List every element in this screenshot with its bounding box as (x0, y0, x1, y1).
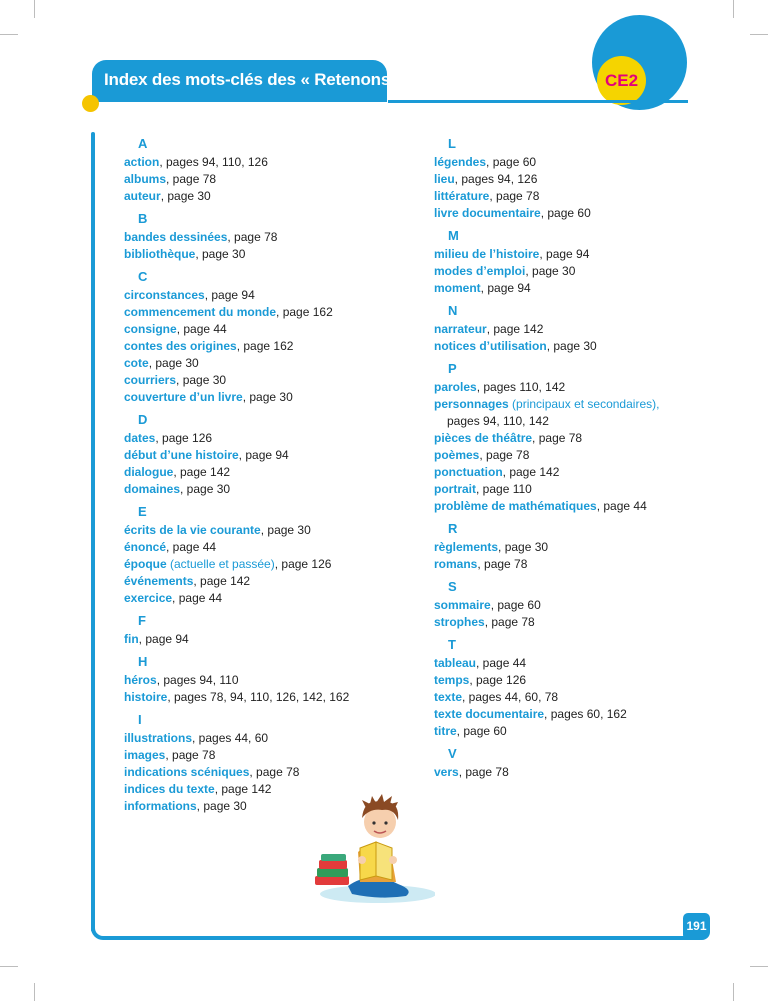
index-entry (124, 246, 424, 263)
index-entry (434, 464, 734, 481)
index-entry (124, 747, 424, 764)
index-pages: , page 44 (172, 591, 223, 605)
crop-mark (34, 983, 35, 1001)
index-pages: , page 44 (596, 499, 647, 513)
index-entry (124, 321, 424, 338)
index-entry (434, 614, 734, 631)
crop-mark (0, 966, 18, 967)
index-keyword: contes des origines (124, 339, 237, 353)
index-pages-continued: pages 94, 110, 142 (447, 414, 549, 428)
index-keyword: légendes (434, 155, 487, 169)
page-title: Index des mots-clés des « Retenons » (104, 70, 404, 89)
index-pages: , page 142 (193, 574, 251, 588)
index-letter: A (138, 136, 148, 151)
index-pages: , page 30 (196, 799, 247, 813)
index-pages: , page 60 (490, 598, 541, 612)
index-entry (434, 171, 734, 188)
index-entry (434, 689, 734, 706)
index-entry (434, 723, 734, 740)
index-keyword: romans (434, 557, 478, 571)
index-keyword: vers (434, 765, 459, 779)
header-rule (388, 100, 688, 103)
index-entry (124, 171, 424, 188)
index-pages: , page 44 (166, 540, 217, 554)
index-keyword: énoncé (124, 540, 167, 554)
index-entry (124, 447, 424, 464)
index-keyword: poèmes (434, 448, 480, 462)
index-pages: , page 30 (525, 264, 576, 278)
index-pages: , page 60 (486, 155, 537, 169)
index-pages: , page 30 (176, 373, 227, 387)
index-keyword: illustrations (124, 731, 193, 745)
index-letter: F (138, 613, 146, 628)
index-keyword: livre documentaire (434, 206, 541, 220)
index-keyword: albums (124, 172, 167, 186)
index-entry (124, 573, 424, 590)
index-keyword: événements (124, 574, 194, 588)
index-pages: , pages 78, 94, 110, 126, 142, 162 (167, 690, 350, 704)
index-keyword: héros (124, 673, 157, 687)
index-keyword: indications scéniques (124, 765, 250, 779)
index-entry (124, 154, 424, 171)
index-letter: B (138, 211, 148, 226)
index-entry (124, 631, 424, 648)
index-keyword: fin (124, 632, 139, 646)
index-pages: , page 30 (260, 523, 311, 537)
index-entry (124, 389, 424, 406)
index-keyword: paroles (434, 380, 477, 394)
index-keyword: auteur (124, 189, 161, 203)
index-entry (124, 672, 424, 689)
index-pages: , page 126 (469, 673, 527, 687)
index-letter: D (138, 412, 148, 427)
index-pages: , page 94 (238, 448, 289, 462)
index-entry (434, 597, 734, 614)
index-keyword: début d’une histoire (124, 448, 239, 462)
index-keyword: sommaire (434, 598, 491, 612)
index-pages: , page 78 (479, 448, 530, 462)
index-keyword: portrait (434, 482, 476, 496)
index-keyword: moment (434, 281, 481, 295)
index-keyword: règlements (434, 540, 499, 554)
index-pages: , page 126 (274, 557, 332, 571)
index-keyword: bibliothèque (124, 247, 196, 261)
index-pages: , page 110 (476, 482, 532, 496)
index-entry (434, 188, 734, 205)
level-label: CE2 (604, 71, 639, 90)
index-letter: N (448, 303, 458, 318)
index-pages: , page 94 (480, 281, 531, 295)
index-letter: R (448, 521, 458, 536)
index-column-left (124, 130, 424, 815)
index-pages: , page 78 (489, 189, 540, 203)
index-entry (124, 287, 424, 304)
index-pages: , page 30 (498, 540, 549, 554)
index-entry (124, 464, 424, 481)
crop-mark (34, 0, 35, 18)
index-pages: , page 30 (160, 189, 211, 203)
index-entry (124, 764, 424, 781)
index-entry (434, 321, 734, 338)
page-frame-left (91, 132, 95, 932)
crop-mark (733, 983, 734, 1001)
index-keyword: commencement du monde (124, 305, 277, 319)
index-letter: C (138, 269, 148, 284)
index-entry (434, 764, 734, 781)
index-pages: , page 94 (138, 632, 189, 646)
index-entry (434, 430, 734, 447)
index-entry (124, 590, 424, 607)
index-entry (124, 229, 424, 246)
index-entry (434, 246, 734, 263)
index-keyword: images (124, 748, 166, 762)
index-keyword: cote (124, 356, 149, 370)
index-entry (124, 522, 424, 539)
index-entry (434, 481, 734, 498)
decor-dot (82, 95, 99, 112)
index-entry (124, 304, 424, 321)
index-letter: I (138, 712, 142, 727)
index-keyword: indices du texte (124, 782, 215, 796)
index-keyword: narrateur (434, 322, 487, 336)
index-keyword: histoire (124, 690, 168, 704)
index-pages: , page 94 (539, 247, 590, 261)
index-entry (124, 730, 424, 747)
index-note: (principaux et secondaires), (508, 397, 660, 411)
index-pages: , page 78 (227, 230, 278, 244)
index-pages: , pages 110, 142 (476, 380, 566, 394)
index-entry (434, 338, 734, 355)
index-entry (124, 188, 424, 205)
index-entry (124, 430, 424, 447)
reading-child-illustration (310, 790, 435, 905)
index-entry (434, 539, 734, 556)
index-pages: , page 142 (486, 322, 544, 336)
index-pages: , page 142 (173, 465, 231, 479)
index-keyword: exercice (124, 591, 173, 605)
index-keyword: texte documentaire (434, 707, 545, 721)
index-pages: , page 142 (502, 465, 560, 479)
index-entry (434, 498, 734, 515)
index-pages: , pages 44, 60, 78 (462, 690, 559, 704)
index-pages: , page 78 (165, 748, 216, 762)
index-entry (434, 280, 734, 297)
index-pages: , pages 60, 162 (544, 707, 627, 721)
index-letter: E (138, 504, 147, 519)
index-pages: , page 78 (249, 765, 300, 779)
index-letter: V (448, 746, 457, 761)
crop-mark (0, 34, 18, 35)
index-pages: , page 30 (546, 339, 597, 353)
index-keyword: action (124, 155, 160, 169)
index-letter: H (138, 654, 148, 669)
index-keyword: dialogue (124, 465, 174, 479)
index-pages: , page 30 (148, 356, 199, 370)
index-entry (124, 338, 424, 355)
index-keyword: temps (434, 673, 470, 687)
index-entry (124, 481, 424, 498)
index-keyword: lieu (434, 172, 455, 186)
index-pages: , page 30 (195, 247, 246, 261)
index-entry (124, 372, 424, 389)
index-entry (124, 556, 424, 573)
index-letter: S (448, 579, 457, 594)
index-entry (124, 355, 424, 372)
index-entry (434, 655, 734, 672)
index-pages: , page 30 (180, 482, 231, 496)
index-keyword: titre (434, 724, 457, 738)
index-entry (434, 396, 734, 413)
index-pages: , page 142 (214, 782, 272, 796)
index-pages: , pages 94, 110 (156, 673, 239, 687)
index-keyword: littérature (434, 189, 490, 203)
index-keyword: époque (124, 557, 167, 571)
page-number: 191 (683, 913, 710, 940)
index-pages: , page 94 (204, 288, 255, 302)
index-pages: , page 60 (540, 206, 591, 220)
index-keyword: modes d’emploi (434, 264, 526, 278)
index-pages: , page 78 (532, 431, 583, 445)
index-keyword: circonstances (124, 288, 205, 302)
index-keyword: ponctuation (434, 465, 503, 479)
index-pages: , page 44 (176, 322, 227, 336)
index-entry (434, 379, 734, 396)
index-keyword: problème de mathématiques (434, 499, 597, 513)
index-entry (434, 447, 734, 464)
index-pages: , page 78 (484, 615, 535, 629)
index-keyword: bandes dessinées (124, 230, 228, 244)
index-entry (434, 556, 734, 573)
index-pages: , page 78 (477, 557, 528, 571)
index-entry (434, 672, 734, 689)
index-pages: , page 162 (276, 305, 333, 319)
index-keyword: notices d’utilisation (434, 339, 547, 353)
index-keyword: tableau (434, 656, 477, 670)
index-pages: , page 78 (458, 765, 509, 779)
index-keyword: personnages (434, 397, 509, 411)
index-keyword: texte (434, 690, 463, 704)
index-pages: , pages 44, 60 (192, 731, 269, 745)
index-entry (434, 263, 734, 280)
index-column-right (434, 130, 734, 781)
index-entry (124, 539, 424, 556)
index-entry (124, 689, 424, 706)
index-letter: P (448, 361, 457, 376)
index-pages: , page 162 (236, 339, 294, 353)
index-letter: T (448, 637, 456, 652)
index-keyword: courriers (124, 373, 177, 387)
index-pages: , page 126 (155, 431, 213, 445)
index-keyword: domaines (124, 482, 181, 496)
index-keyword: strophes (434, 615, 485, 629)
crop-mark (750, 34, 768, 35)
index-keyword: pièces de théâtre (434, 431, 533, 445)
index-keyword: informations (124, 799, 197, 813)
index-keyword: milieu de l’histoire (434, 247, 540, 261)
index-pages: , page 78 (166, 172, 217, 186)
index-letter: M (448, 228, 459, 243)
index-pages: , pages 94, 110, 126 (159, 155, 268, 169)
index-keyword: consigne (124, 322, 177, 336)
index-letter: L (448, 136, 456, 151)
index-pages: , page 60 (456, 724, 507, 738)
index-entry (434, 154, 734, 171)
index-keyword: dates (124, 431, 156, 445)
crop-mark (750, 966, 768, 967)
index-entry (434, 205, 734, 222)
index-pages: , pages 94, 126 (454, 172, 538, 186)
index-entry (434, 706, 734, 723)
index-pages: , page 44 (476, 656, 527, 670)
index-note: (actuelle et passée) (166, 557, 275, 571)
index-keyword: écrits de la vie courante (124, 523, 261, 537)
crop-mark (733, 0, 734, 18)
index-keyword: couverture d’un livre (124, 390, 243, 404)
index-pages: , page 30 (242, 390, 293, 404)
page-frame-bottom (91, 928, 696, 940)
